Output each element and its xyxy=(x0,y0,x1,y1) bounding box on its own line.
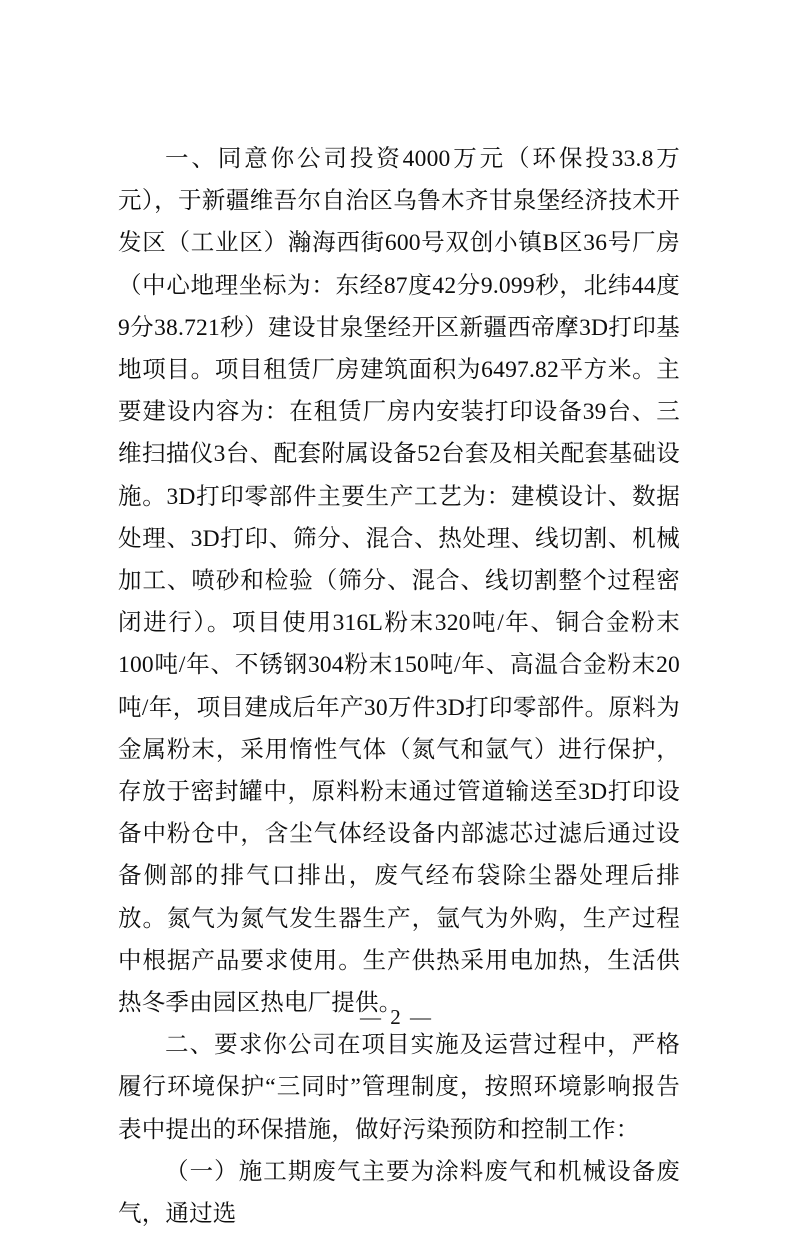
document-body xyxy=(118,138,680,1235)
paragraph-three: （一）施工期废气主要为涂料废气和机械设备废气，通过选 xyxy=(118,1158,680,1228)
page-number: — 2 — xyxy=(360,1005,433,1029)
paragraph-one: 一、同意你公司投资4000万元（环保投33.8万元），于新疆维吾尔自治区乌鲁木齐甘泉堡经济技术开发区（工业区）瀚海西街600号双创小镇B区36号厂房（中心地理坐标为：东经87度42分9.099秒，北纬44度9分38.721秒）建设甘泉堡经开区新疆西帝摩3D打印基地项目。项目租赁厂房建筑面积为6497.82平方米。主要建设内容为：在租赁厂房内安装打印设备39台、三维扫描仪3台、配套附属设备52台套及相关配套基础设施。3D打印零部件主要生产工艺为：建模设计、数据处理、3D打印、筛分、混合、热处理、线切割、机械加工、喷砂和检验（筛分、混合、线切割整个过程密闭进行）。项目使用316L粉末320吨/年、铜合金粉末100吨/年、不锈钢304粉末150吨/年、高温合金粉末20吨/年，项目建成后年产30万件3D打印零部件。原料为金属粉末，采用惰性气体（氮气和氩气）进行保护，存放于密封罐中，原料粉末通过管道输送至3D打印设备中粉仓中，含尘气体经设备内部滤芯过滤后通过设备侧部的排气口排出，废气经布袋除尘器处理后排放。氮气为氮气发生器生产，氩气为外购，生产过程中根据产品要求使用。生产供热采用电加热，生活供热冬季由园区热电厂提供。 xyxy=(118,146,680,1017)
paragraph-two: 二、要求你公司在项目实施及运营过程中，严格履行环境保护“三同时”管理制度，按照环境影响报告表中提出的环保措施，做好污染预防和控制工作： xyxy=(118,1032,680,1143)
